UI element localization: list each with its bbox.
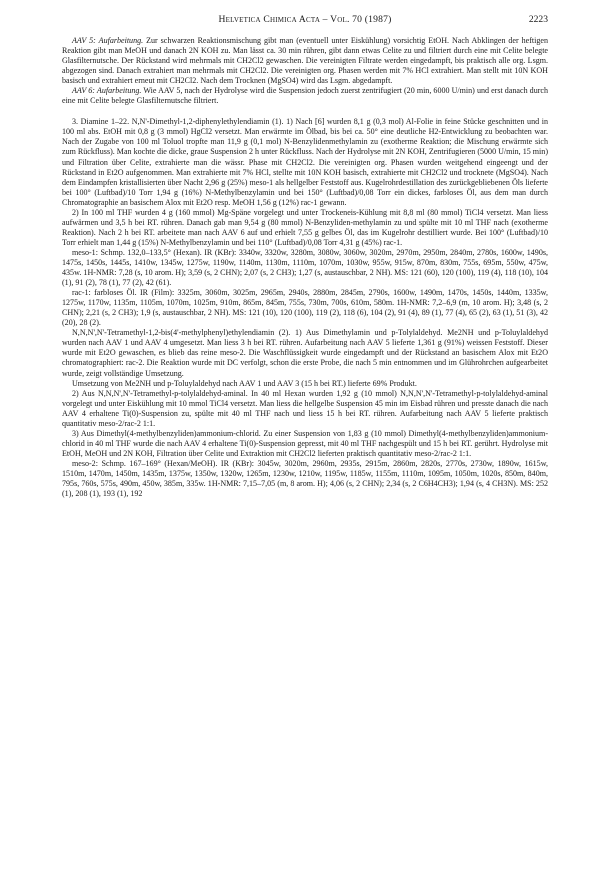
aav5-paragraph [62, 36, 548, 86]
method-2-paragraph: 2) In 100 ml THF wurden 4 g (160 mmol) Mg-Späne vorgelegt und unter Trockeneis-Kühlung mit 8,8 ml (80 mmol) TiCl4 versetzt. Man liess aufwärmen und 3,5 h bei RT. rühren. Danach gab man 9,54 g (80 mmol) N-Benzyliden-methylamin zu und spülte mit 10 ml THF nach (exotherme Reaktion). Nach 2 h bei RT. arbeitete man nach AAV 6 auf und erhielt 7,55 g gelbes Öl, das im Kugelrohr destilliert wurde. Bei 100° (Luftbad)/10 Torr erhielt man 1,44 g (15%) N-Methylbenzylamin und bei 110° (Luftbad)/0,08 Torr 4,31 g (45%) rac-1. [62, 207, 548, 247]
rac-1-data-paragraph: rac-1: farbloses Öl. IR (Film): 3325m, 3060m, 3025m, 2965m, 2940s, 2880m, 2845m, 2790s, 1600w, 1490m, 1470s, 1450s, 1440m, 1335w, 1275w, 1170w, 1135m, 1105m, 1070m, 1025m, 910m, 865m, 845m, 755s, 730m, 700s, 610m, 580m. 1H-NMR: 7,2–6,9 (m, 10 arom. H); 3,48 (s, 2 CHN); 2,21 (s, 2 CH3); 1,9 (s, austauschbar, 2 NH). MS: 121 (10), 120 (100), 119 (2), 118 (6), 104 (2), 91 (4), 89 (1), 77 (4), 65 (2), 63 (1), 51 (3), 42 (20), 28 (2). [62, 288, 548, 328]
meso-2-data-paragraph: meso-2: Schmp. 167–169° (Hexan/MeOH). IR (KBr): 3045w, 3020m, 2960m, 2935s, 2915m, 2860m, 2820s, 2770s, 2730w, 1890w, 1615w, 1510m, 1470m, 1450m, 1435m, 1375w, 1350w, 1320w, 1265m, 1230w, 1210w, 1195w, 1185w, 1155m, 1110m, 1095m, 1050m, 1020s, 850m, 840m, 795s, 760s, 575s, 490m, 450w, 385m, 335w. 1H-NMR: 7,15–7,05 (m, 8 arom. H); 4,06 (s, 2 CHN); 2,34 (s, 2 C6H4CH3); 1,94 (s, 4 CH3N). MS: 252 (1), 208 (1), 193 (1), 192 [62, 458, 548, 499]
journal-title: Helvetica Chimica Acta – Vol. 70 (1987) [218, 14, 392, 25]
aav6-label: AAV 6: Aufarbeitung. [72, 86, 142, 96]
aav5-label: AAV 5: Aufarbeitung. [72, 36, 144, 45]
umsetzung-paragraph: Umsetzung von Me2NH und p-Toluylaldehyd nach AAV 1 und AAV 3 (15 h bei RT.) lieferte 69% Produkt. [72, 378, 417, 388]
compound-2-paragraph: N,N,N',N'-Tetramethyl-1,2-bis(4'-methylphenyl)ethylendiamin (2). 1) Aus Dimethylamin und p-Tolylaldehyd. Me2NH und p-Toluylaldehyd wurden nach AAV 1 und AAV 4 umgesetzt. Man liess 3 h bei RT. rühren. Aufarbeitung nach AAV 5 lieferte 1,361 g (91%) weissen Feststoff. Dieser wurde mit Et2O gewaschen, es blieb das reine meso-2. Die Waschflüssigkeit wurde eingedampft und der Rückstand an basischem Alox mit Et2O chromatographiert: rac-2. Die Reaktion wurde mit DC verfolgt, schon die erste Probe, die nach 5 min entnommen und im Glührohrchen aufgearbeitet wurde, zeigt vollständige Umsetzung. [62, 328, 548, 378]
diamine-section-paragraph: 3. Diamine 1–22. N,N'-Dimethyl-1,2-diphenylethylendiamin (1). 1) Nach [6] wurden 8,1 g (0,3 mol) Al-Folie in feine Stücke geschnitten und in 100 ml abs. EtOH mit 0,8 g (3 mmol) HgCl2 versetzt. Man erwärmte im Ölbad, bis bei ca. 50° eine deutliche H2-Entwicklung zu beobachten war. Nach der Zugabe von 100 ml Toluol tropfte man 11,9 g (0,1 mol) N-Benzylidenmethylamin zu (exotherme Reaktion; die Mischung erwärmte sich zum Rückfluss). Man kochte die dicke, graue Suspension 2 h unter Rückfluss. Nach der Hydrolyse mit 2N KOH, Zentrifugieren (5000 U/min, 15 min) und Filtration über Celite, extrahierte man die wässr. Phase mit CH2Cl2. Die vereinigten org. Phasen wurden weitgehend eingeengt und der Rückstand in Et2O aufgenommen. Man extrahierte mit 7% HCl, stellte mit 10N KOH basisch, extrahierte mit CH2Cl2 und trocknete (MgSO4). Nach dem Eindampfen kristallisierten über Nacht 2,96 g (25%) meso-1 als hellgelber Feststoff aus. Kugelrohrdestillation des zurückgebliebenen Öls lieferte bei 100° (Luftbad)/10 Torr 1,94 g (16%) N-Methylbenzylamin und bei 150° (Luftbad)/0,08 Torr ein dickes, farbloses Öl, aus dem man durch Chromatographie an basischem Alox mit Et2O resp. MeOH 1,56 g (12%) rac-1 gewann. [62, 117, 548, 207]
running-header [62, 14, 548, 36]
aav6-text: Wie AAV 5, nach der Hydrolyse wird die Suspension jedoch zuerst zentrifugiert (20 min, 6000 U/min) und erst danach durch eine mit Celite belegte Glasfilternutsche filtriert. [62, 86, 549, 106]
meso-1-data-paragraph: meso-1: Schmp. 132,0–133,5° (Hexan). IR (KBr): 3340w, 3320w, 3280m, 3080w, 3060w, 3020m, 2970m, 2950m, 2840m, 2780s, 1600w, 1490s, 1475s, 1450s, 1445s, 1410w, 1345w, 1275w, 1190w, 1140m, 1130m, 1110m, 1070m, 1030w, 955w, 915w, 870m, 830m, 755s, 695m, 550w, 475w, 435w. 1H-NMR: 7,28 (s, 10 arom. H); 3,59 (s, 2 CHN); 2,07 (s, 2 CH3); 1,27 (s, austauschbar, 2 NH). MS: 121 (60), 120 (100), 119 (4), 118 (10), 104 (1), 91 (2), 78 (1), 77 (2), 42 (61). [62, 247, 548, 288]
page-number: 2223 [528, 14, 548, 25]
aav5-text: Zur schwarzen Reaktionsmischung gibt man (eventuell unter Eiskühlung) vorsichtig EtOH. Nach Abklingen der heftigen Reaktion gibt man MeOH und danach 2N KOH zu. Man lässt ca. 30 min rühren, gibt dann etwas Celite zu und filtriert durch eine mit Celite belegte Glasfilternutsche. Der Rückstand wird mehrmals mit CH2Cl2 gewaschen. Die vereinigten Filtrate werden eingedampft, bis praktisch alle org. Lsgm. abgezogen sind. Danach extrahiert man mehrmals mit CH2Cl2. Die vereinigten org. Phasen werden mit 7% HCl extrahiert. Man stellt mit 10N KOH basisch und extrahiert erneut mit CH2Cl2. Nach dem Trocknen (MgSO4) wird das Lsgm. abgedampft. [62, 36, 548, 86]
aav6-paragraph [62, 86, 548, 106]
section-gap [62, 106, 548, 117]
ammonium-paragraph: 3) Aus Dimethyl(4-methylbenzyliden)ammonium-chlorid. Zu einer Suspension von 1,83 g (10 mmol) Dimethyl(4-methylbenzyliden)ammonium-chlorid in 40 ml THF wurde die nach AAV 4 erhaltene Ti(0)-Suspension gepresst, mit 40 ml THF nachgespült und 15 h bei RT. gerührt. Hydrolyse mit EtOH, MeOH und 2N KOH, Filtration über Celite und Extraktion mit CH2Cl2 lieferten praktisch quantitativ meso-2/rac-2 1:1. [62, 428, 548, 458]
aminal-paragraph: 2) Aus N,N,N',N'-Tetramethyl-p-tolylaldehyd-aminal. In 40 ml Hexan wurden 1,92 g (10 mmol) N,N,N',N'-Tetramethyl-p-tolylaldehyd-aminal vorgelegt und unter Eiskühlung mit 10 mmol TiCl4 versetzt. Man liess die hellgelbe Suspension 45 min im Eisbad rühren und presste danach die nach AAV 4 erhaltene Ti(0)-Suspension zu, spülte mit 40 ml THF nach und liess 15 h bei RT. rühren. Aufarbeitung nach AAV 5 lieferte praktisch quantitativ meso-2/rac-2 1:1. [62, 388, 548, 428]
